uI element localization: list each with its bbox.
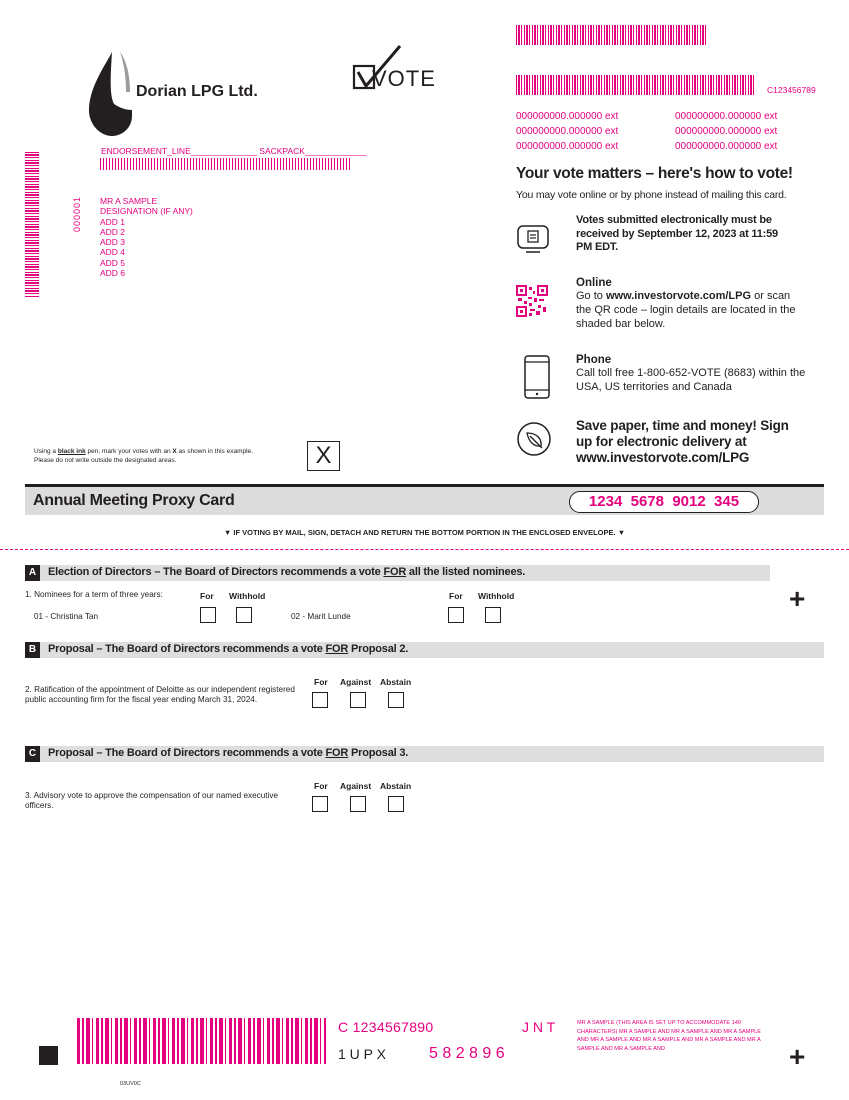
against-label: Against [340,781,372,791]
online-title: Online [576,277,612,289]
withhold-label: Withhold [478,591,515,601]
paper-text: Save paper, time and money! Sign up for electronic delivery at www.investorvote.com/LPG [576,418,789,465]
for-label: For [314,677,328,687]
address-block [100,196,193,278]
phone-icon [524,355,550,399]
address-line: ADD 3 [100,237,126,248]
ext-line: 000000000.000000 ext [516,126,619,137]
vertical-barcode [25,152,39,298]
endorsement-line: ENDORSEMENT_LINE______________ SACKPACK_____________ [101,146,367,156]
proxy-card-bar [25,484,824,515]
ext-line: 000000000.000000 ext [675,141,778,152]
jnt-code: J N T [522,1019,556,1035]
bottom-barcode [77,1018,326,1064]
proposal-2-against-checkbox[interactable] [350,692,366,708]
abstain-label: Abstain [380,781,412,791]
abstain-label: Abstain [380,677,412,687]
vote-logo-text: VOTE [372,66,436,91]
for-label: For [200,591,214,601]
sample-mark: X [315,442,332,469]
plus-mark: + [789,1041,806,1072]
proposal-2-for-checkbox[interactable] [312,692,328,708]
nominee-1-withhold-checkbox[interactable] [236,607,252,623]
nominee-2: 02 - Marit Lunde [291,612,351,621]
proposal-2-text: 2. Ratification of the appointment of Deloitte as our independent registered public accounting firm for the fiscal year ending March 31, 2024. [25,685,295,704]
online-url[interactable]: www.investorvote.com/LPG [605,290,752,302]
phone-text: Call toll free 1-800-652-VOTE (8683) within the USA, US territories and Canada [576,367,806,393]
proposal-3-for-checkbox[interactable] [312,796,328,812]
company-name: Dorian LPG Ltd. [136,83,258,100]
for-label: For [314,781,328,791]
address-line: DESIGNATION (IF ANY) [100,206,193,217]
for-label: For [449,591,463,601]
vote-heading: Your vote matters – here's how to vote! [516,165,793,182]
ext-line: 000000000.000000 ext [516,111,619,122]
nominee-1: 01 - Christina Tan [34,612,99,621]
mail-instruction: ▼ IF VOTING BY MAIL, SIGN, DETACH AND RETURN THE BOTTOM PORTION IN THE ENCLOSED ENVELOPE. ▼ [223,528,626,537]
plus-mark: + [789,583,806,614]
c-number: C 1234567890 [338,1019,434,1035]
address-line: ADD 1 [100,216,126,227]
nominees-intro: 1. Nominees for a term of three years: [25,590,163,599]
against-label: Against [340,677,372,687]
detach-line [0,549,849,550]
barcode-top-2 [516,75,754,95]
card-title: Annual Meeting Proxy Card [33,492,235,509]
online-method: Online Go to www.investorvote.com/LPG or scan the QR code – login details are located in the shaded bar below. [576,277,798,331]
sample-text: MR A SAMPLE (THIS AREA IS SET UP TO ACCOMMODATE 140 CHARACTERS) MR A SAMPLE AND MR A SAMPLE AND MR A SAMPLE AND MR A SAMPLE AND MR A SAMPLE AND MR A SAMPLE AND MR A SAMPLE AND MR A SAMPLE AND [577,1020,762,1052]
address-line: MR A SAMPLE [100,196,158,206]
nominee-2-for-checkbox[interactable] [448,607,464,623]
phone-method [576,354,808,394]
proposal-3-text: 3. Advisory vote to approve the compensation of our named executive officers. [25,791,279,810]
company-logo [86,52,134,136]
vote-subheading: You may vote online or by phone instead of mailing this card. [516,189,787,201]
section-b-header: B Proposal – The Board of Directors recommends a vote FOR Proposal 2. [25,642,824,658]
ink-instructions: Using a black ink pen, mark your votes with an X as shown in this example. Please do not write outside the designated areas. [34,448,253,464]
leaf-icon [516,421,552,457]
section-c-header: C Proposal – The Board of Directors recommends a vote FOR Proposal 3. [25,746,824,762]
barcode-top-1 [516,25,708,45]
registration-square [39,1046,58,1065]
phone-title: Phone [576,354,612,366]
account-code: 5 8 2 8 9 6 [429,1045,505,1062]
proposal-3-against-checkbox[interactable] [350,796,366,812]
nominee-2-withhold-checkbox[interactable] [485,607,501,623]
deadline-text: Votes submitted electronically must be received by September 12, 2023 at 11:59 PM EDT. [576,214,778,253]
qr-code-icon [516,285,548,317]
address-line: ADD 5 [100,257,126,268]
proposal-3-abstain-checkbox[interactable] [388,796,404,812]
address-line: ADD 6 [100,268,126,279]
section-a-header: A Election of Directors – The Board of Directors recommends a vote FOR all the listed nominees. [25,565,770,581]
address-line: ADD 2 [100,226,126,237]
side-code: 000001 [72,196,82,233]
upx-code: 1 U P X [338,1046,386,1062]
postal-barcode [100,158,352,170]
sample-mark-box [307,441,340,471]
form-code: 03UV0C [120,1081,141,1087]
monitor-icon [516,222,550,256]
address-line: ADD 4 [100,247,126,258]
control-number: 1234 5678 9012 345 [569,491,759,513]
ext-line: 000000000.000000 ext [516,141,619,152]
barcode-id: C123456789 [767,85,816,95]
withhold-label: Withhold [229,591,266,601]
proposal-2-abstain-checkbox[interactable] [388,692,404,708]
ext-line: 000000000.000000 ext [675,126,778,137]
nominee-1-for-checkbox[interactable] [200,607,216,623]
ext-line: 000000000.000000 ext [675,111,778,122]
